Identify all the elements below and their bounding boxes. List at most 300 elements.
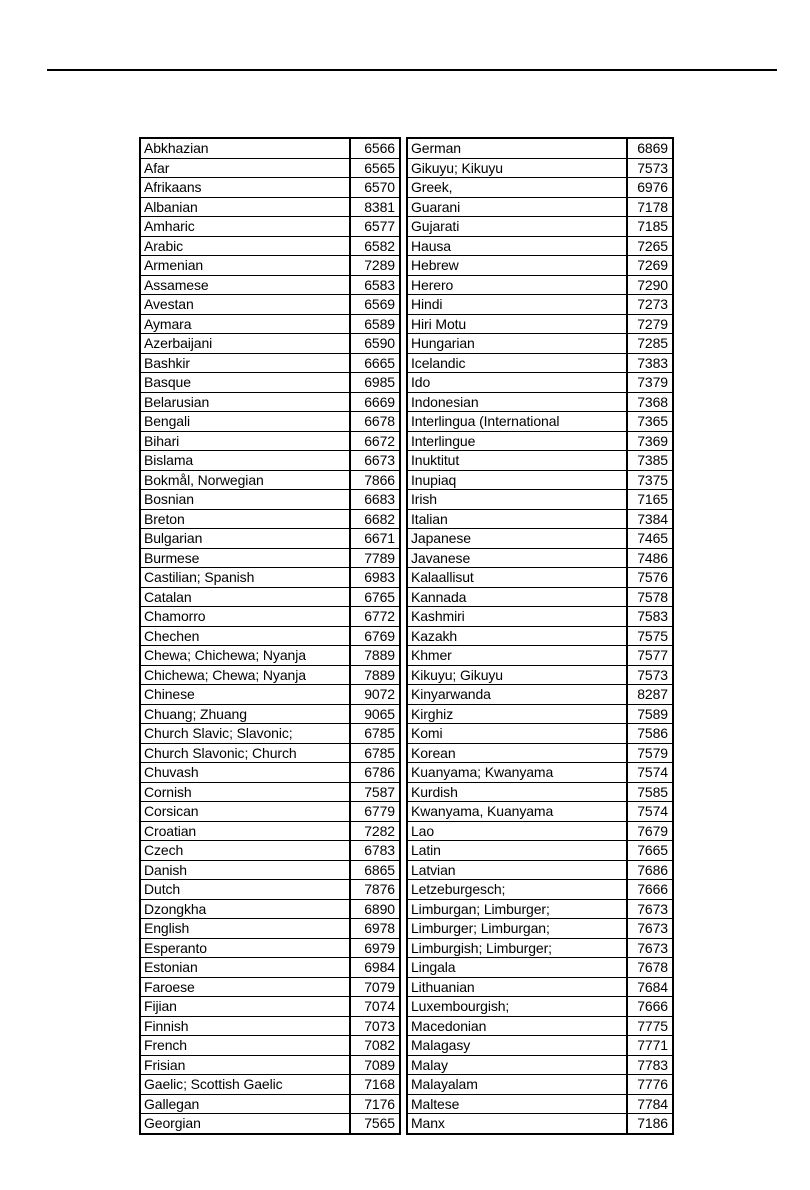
language-code: 6765 [350, 587, 400, 607]
language-name: Macedonian [407, 1016, 627, 1036]
language-name: Limburgan; Limburger; [407, 899, 627, 919]
table-row [407, 802, 673, 822]
table-row [407, 1075, 673, 1095]
table-row [407, 295, 673, 315]
table-row [140, 880, 400, 900]
table-row [140, 1016, 400, 1036]
table-row [407, 899, 673, 919]
language-name: Arabic [140, 236, 350, 256]
language-name: Gikuyu; Kikuyu [407, 158, 627, 178]
table-row [140, 860, 400, 880]
table-row [140, 236, 400, 256]
language-code: 7168 [350, 1075, 400, 1095]
language-name: Limburgish; Limburger; [407, 938, 627, 958]
language-code: 7079 [350, 977, 400, 997]
language-name: Manx [407, 1114, 627, 1134]
table-row [407, 1094, 673, 1114]
table-row [407, 470, 673, 490]
language-name: Faroese [140, 977, 350, 997]
language-name: Kurdish [407, 782, 627, 802]
table-row [407, 373, 673, 393]
language-name: Ido [407, 373, 627, 393]
language-code: 7679 [627, 821, 673, 841]
table-row [140, 899, 400, 919]
language-code: 7578 [627, 587, 673, 607]
language-code: 7589 [627, 704, 673, 724]
language-name: Malay [407, 1055, 627, 1075]
language-code: 7375 [627, 470, 673, 490]
language-name: Malayalam [407, 1075, 627, 1095]
language-name: Kashmiri [407, 607, 627, 627]
language-name: Afar [140, 158, 350, 178]
table-row [407, 353, 673, 373]
language-code: 7586 [627, 724, 673, 744]
language-name: English [140, 919, 350, 939]
language-name: Bulgarian [140, 529, 350, 549]
language-code: 7775 [627, 1016, 673, 1036]
language-code: 7383 [627, 353, 673, 373]
language-name: Breton [140, 509, 350, 529]
language-code: 6565 [350, 158, 400, 178]
table-row [407, 158, 673, 178]
table-row [407, 1036, 673, 1056]
language-name: Italian [407, 509, 627, 529]
language-code: 7285 [627, 334, 673, 354]
language-code: 7265 [627, 236, 673, 256]
language-code: 6984 [350, 958, 400, 978]
language-code: 6979 [350, 938, 400, 958]
language-name: Latvian [407, 860, 627, 880]
language-name: French [140, 1036, 350, 1056]
table-row [140, 178, 400, 198]
language-code: 6566 [350, 138, 400, 158]
table-row [140, 743, 400, 763]
language-code: 6672 [350, 431, 400, 451]
table-row [407, 431, 673, 451]
language-code: 7465 [627, 529, 673, 549]
language-name: Japanese [407, 529, 627, 549]
table-row [140, 314, 400, 334]
table-row [140, 724, 400, 744]
language-code: 7185 [627, 217, 673, 237]
language-code: 7369 [627, 431, 673, 451]
language-name: Hungarian [407, 334, 627, 354]
language-name: Georgian [140, 1114, 350, 1134]
language-code: 7673 [627, 919, 673, 939]
language-name: Chamorro [140, 607, 350, 627]
table-row [140, 392, 400, 412]
table-row [140, 763, 400, 783]
language-name: Indonesian [407, 392, 627, 412]
language-name: Burmese [140, 548, 350, 568]
language-name: Kuanyama; Kwanyama [407, 763, 627, 783]
table-row [407, 743, 673, 763]
table-row [140, 373, 400, 393]
language-name: Bihari [140, 431, 350, 451]
table-row [140, 217, 400, 237]
language-name: Guarani [407, 197, 627, 217]
table-row [140, 1094, 400, 1114]
language-name: Inuktitut [407, 451, 627, 471]
language-name: Lingala [407, 958, 627, 978]
table-row [407, 529, 673, 549]
language-name: Croatian [140, 821, 350, 841]
language-code: 7678 [627, 958, 673, 978]
language-code: 6577 [350, 217, 400, 237]
language-name: Hindi [407, 295, 627, 315]
language-code: 7379 [627, 373, 673, 393]
language-name: Frisian [140, 1055, 350, 1075]
table-row [140, 197, 400, 217]
language-code: 6669 [350, 392, 400, 412]
table-row [407, 860, 673, 880]
language-code: 7665 [627, 841, 673, 861]
language-name: Chechen [140, 626, 350, 646]
language-name: Khmer [407, 646, 627, 666]
language-name: Maltese [407, 1094, 627, 1114]
language-code: 6976 [627, 178, 673, 198]
language-name: Avestan [140, 295, 350, 315]
table-row [140, 138, 400, 158]
table-row [140, 607, 400, 627]
language-code: 7889 [350, 646, 400, 666]
language-table-right-body [407, 138, 673, 1134]
table-row [140, 295, 400, 315]
table-row [407, 938, 673, 958]
table-row [407, 236, 673, 256]
table-row [140, 997, 400, 1017]
language-name: Belarusian [140, 392, 350, 412]
language-name: Javanese [407, 548, 627, 568]
language-name: Aymara [140, 314, 350, 334]
language-code: 6683 [350, 490, 400, 510]
language-name: Chinese [140, 685, 350, 705]
table-row [407, 412, 673, 432]
language-code: 7176 [350, 1094, 400, 1114]
table-row [140, 626, 400, 646]
language-code: 7577 [627, 646, 673, 666]
table-row [407, 334, 673, 354]
language-code: 6583 [350, 275, 400, 295]
language-code: 7178 [627, 197, 673, 217]
header-rule [47, 69, 777, 71]
language-code: 6590 [350, 334, 400, 354]
table-row [140, 958, 400, 978]
language-name: Kazakh [407, 626, 627, 646]
language-code: 6673 [350, 451, 400, 471]
language-name: Amharic [140, 217, 350, 237]
table-row [407, 685, 673, 705]
table-row [140, 451, 400, 471]
table-row [407, 178, 673, 198]
language-name: Chuang; Zhuang [140, 704, 350, 724]
table-row [407, 197, 673, 217]
language-code: 7365 [627, 412, 673, 432]
table-row [407, 256, 673, 276]
language-code: 7385 [627, 451, 673, 471]
table-row [407, 919, 673, 939]
language-code: 7579 [627, 743, 673, 763]
language-name: Finnish [140, 1016, 350, 1036]
table-row [140, 529, 400, 549]
language-code: 7279 [627, 314, 673, 334]
table-row [140, 431, 400, 451]
language-name: Herero [407, 275, 627, 295]
language-code: 7771 [627, 1036, 673, 1056]
language-name: Assamese [140, 275, 350, 295]
language-code: 8287 [627, 685, 673, 705]
language-code: 7686 [627, 860, 673, 880]
language-name: Interlingua (International [407, 412, 627, 432]
language-code: 6570 [350, 178, 400, 198]
language-name: Bashkir [140, 353, 350, 373]
table-row [140, 275, 400, 295]
table-row [407, 763, 673, 783]
language-name: Lao [407, 821, 627, 841]
table-row [140, 470, 400, 490]
language-code: 9072 [350, 685, 400, 705]
table-row [140, 548, 400, 568]
language-code: 6785 [350, 724, 400, 744]
language-code: 9065 [350, 704, 400, 724]
table-row [407, 724, 673, 744]
language-code: 7789 [350, 548, 400, 568]
table-row [140, 334, 400, 354]
language-code: 7289 [350, 256, 400, 276]
language-name: Danish [140, 860, 350, 880]
language-name: Gallegan [140, 1094, 350, 1114]
language-code: 7082 [350, 1036, 400, 1056]
language-code: 8381 [350, 197, 400, 217]
table-row [407, 275, 673, 295]
language-code: 6865 [350, 860, 400, 880]
table-row [407, 607, 673, 627]
language-code: 6785 [350, 743, 400, 763]
table-row [407, 548, 673, 568]
language-name: Irish [407, 490, 627, 510]
language-name: Kirghiz [407, 704, 627, 724]
language-code: 7684 [627, 977, 673, 997]
language-name: Interlingue [407, 431, 627, 451]
language-code: 7186 [627, 1114, 673, 1134]
table-row [407, 587, 673, 607]
table-row [140, 158, 400, 178]
language-name: Fijian [140, 997, 350, 1017]
table-row [140, 1075, 400, 1095]
language-code: 7573 [627, 665, 673, 685]
language-name: Komi [407, 724, 627, 744]
language-code: 6772 [350, 607, 400, 627]
language-name: Esperanto [140, 938, 350, 958]
table-row [140, 1036, 400, 1056]
language-code: 6869 [627, 138, 673, 158]
language-name: Gaelic; Scottish Gaelic [140, 1075, 350, 1095]
language-name: Armenian [140, 256, 350, 276]
language-name: Bosnian [140, 490, 350, 510]
language-code: 6786 [350, 763, 400, 783]
table-row [140, 704, 400, 724]
table-row [140, 665, 400, 685]
language-name: Greek, [407, 178, 627, 198]
language-name: Azerbaijani [140, 334, 350, 354]
language-name: Kannada [407, 587, 627, 607]
language-name: Luxembourgish; [407, 997, 627, 1017]
language-name: Bokmål, Norwegian [140, 470, 350, 490]
table-row [407, 568, 673, 588]
language-name: Corsican [140, 802, 350, 822]
language-code: 7290 [627, 275, 673, 295]
table-row [407, 314, 673, 334]
language-code: 7776 [627, 1075, 673, 1095]
table-row [140, 977, 400, 997]
table-row [407, 880, 673, 900]
language-code: 7876 [350, 880, 400, 900]
language-code: 7269 [627, 256, 673, 276]
language-name: German [407, 138, 627, 158]
language-table-right [406, 137, 674, 1135]
table-row [407, 1055, 673, 1075]
language-table-left [139, 137, 401, 1135]
table-row [140, 646, 400, 666]
language-code: 6582 [350, 236, 400, 256]
table-row [407, 821, 673, 841]
language-code: 6978 [350, 919, 400, 939]
language-name: Chewa; Chichewa; Nyanja [140, 646, 350, 666]
table-row [140, 353, 400, 373]
table-row [407, 138, 673, 158]
language-name: Limburger; Limburgan; [407, 919, 627, 939]
table-row [407, 704, 673, 724]
language-code: 7574 [627, 802, 673, 822]
table-row [407, 1016, 673, 1036]
table-row [140, 685, 400, 705]
table-row [140, 412, 400, 432]
table-row [407, 646, 673, 666]
table-row [140, 841, 400, 861]
language-name: Kwanyama, Kuanyama [407, 802, 627, 822]
language-name: Kalaallisut [407, 568, 627, 588]
language-code: 7889 [350, 665, 400, 685]
table-row [407, 392, 673, 412]
table-row [407, 509, 673, 529]
language-code: 7585 [627, 782, 673, 802]
language-name: Hausa [407, 236, 627, 256]
language-code: 6983 [350, 568, 400, 588]
language-code: 6783 [350, 841, 400, 861]
language-name: Abkhazian [140, 138, 350, 158]
table-row [140, 802, 400, 822]
language-code: 6671 [350, 529, 400, 549]
language-name: Malagasy [407, 1036, 627, 1056]
language-code: 6890 [350, 899, 400, 919]
language-code: 7573 [627, 158, 673, 178]
table-row [140, 1114, 400, 1134]
language-code: 7165 [627, 490, 673, 510]
language-code: 7866 [350, 470, 400, 490]
language-code: 7486 [627, 548, 673, 568]
language-code: 7574 [627, 763, 673, 783]
language-code: 6569 [350, 295, 400, 315]
language-code: 6665 [350, 353, 400, 373]
table-row [407, 665, 673, 685]
language-code: 7368 [627, 392, 673, 412]
language-name: Latin [407, 841, 627, 861]
table-row [407, 626, 673, 646]
language-name: Gujarati [407, 217, 627, 237]
table-row [140, 509, 400, 529]
language-code: 6769 [350, 626, 400, 646]
language-code: 7576 [627, 568, 673, 588]
language-name: Dzongkha [140, 899, 350, 919]
language-code: 7282 [350, 821, 400, 841]
table-row [407, 841, 673, 861]
table-row [407, 451, 673, 471]
language-code: 7666 [627, 880, 673, 900]
language-code: 7273 [627, 295, 673, 315]
language-code: 6678 [350, 412, 400, 432]
language-name: Albanian [140, 197, 350, 217]
language-name: Estonian [140, 958, 350, 978]
table-row [140, 938, 400, 958]
table-row [407, 217, 673, 237]
language-code: 7587 [350, 782, 400, 802]
language-table-left-body [140, 138, 400, 1134]
table-row [140, 1055, 400, 1075]
language-code: 7384 [627, 509, 673, 529]
language-name: Hiri Motu [407, 314, 627, 334]
table-row [140, 256, 400, 276]
language-code: 6589 [350, 314, 400, 334]
table-row [407, 490, 673, 510]
language-name: Icelandic [407, 353, 627, 373]
table-row [407, 1114, 673, 1134]
table-row [140, 782, 400, 802]
table-row [140, 568, 400, 588]
table-row [140, 587, 400, 607]
language-code: 7073 [350, 1016, 400, 1036]
language-name: Letzeburgesch; [407, 880, 627, 900]
language-name: Cornish [140, 782, 350, 802]
language-name: Chichewa; Chewa; Nyanja [140, 665, 350, 685]
table-row [407, 977, 673, 997]
language-name: Bengali [140, 412, 350, 432]
language-name: Bislama [140, 451, 350, 471]
language-code: 6985 [350, 373, 400, 393]
language-name: Korean [407, 743, 627, 763]
language-code: 7089 [350, 1055, 400, 1075]
table-row [140, 919, 400, 939]
language-code: 6682 [350, 509, 400, 529]
language-name: Lithuanian [407, 977, 627, 997]
language-code: 6779 [350, 802, 400, 822]
table-row [407, 997, 673, 1017]
language-code: 7784 [627, 1094, 673, 1114]
language-code: 7074 [350, 997, 400, 1017]
language-name: Church Slavonic; Church [140, 743, 350, 763]
language-code: 7583 [627, 607, 673, 627]
language-name: Kikuyu; Gikuyu [407, 665, 627, 685]
language-code: 7673 [627, 899, 673, 919]
language-name: Church Slavic; Slavonic; [140, 724, 350, 744]
language-name: Castilian; Spanish [140, 568, 350, 588]
language-code: 7575 [627, 626, 673, 646]
language-name: Hebrew [407, 256, 627, 276]
table-row [407, 782, 673, 802]
language-code-tables [139, 137, 674, 1135]
table-row [140, 490, 400, 510]
language-name: Czech [140, 841, 350, 861]
language-code: 7673 [627, 938, 673, 958]
